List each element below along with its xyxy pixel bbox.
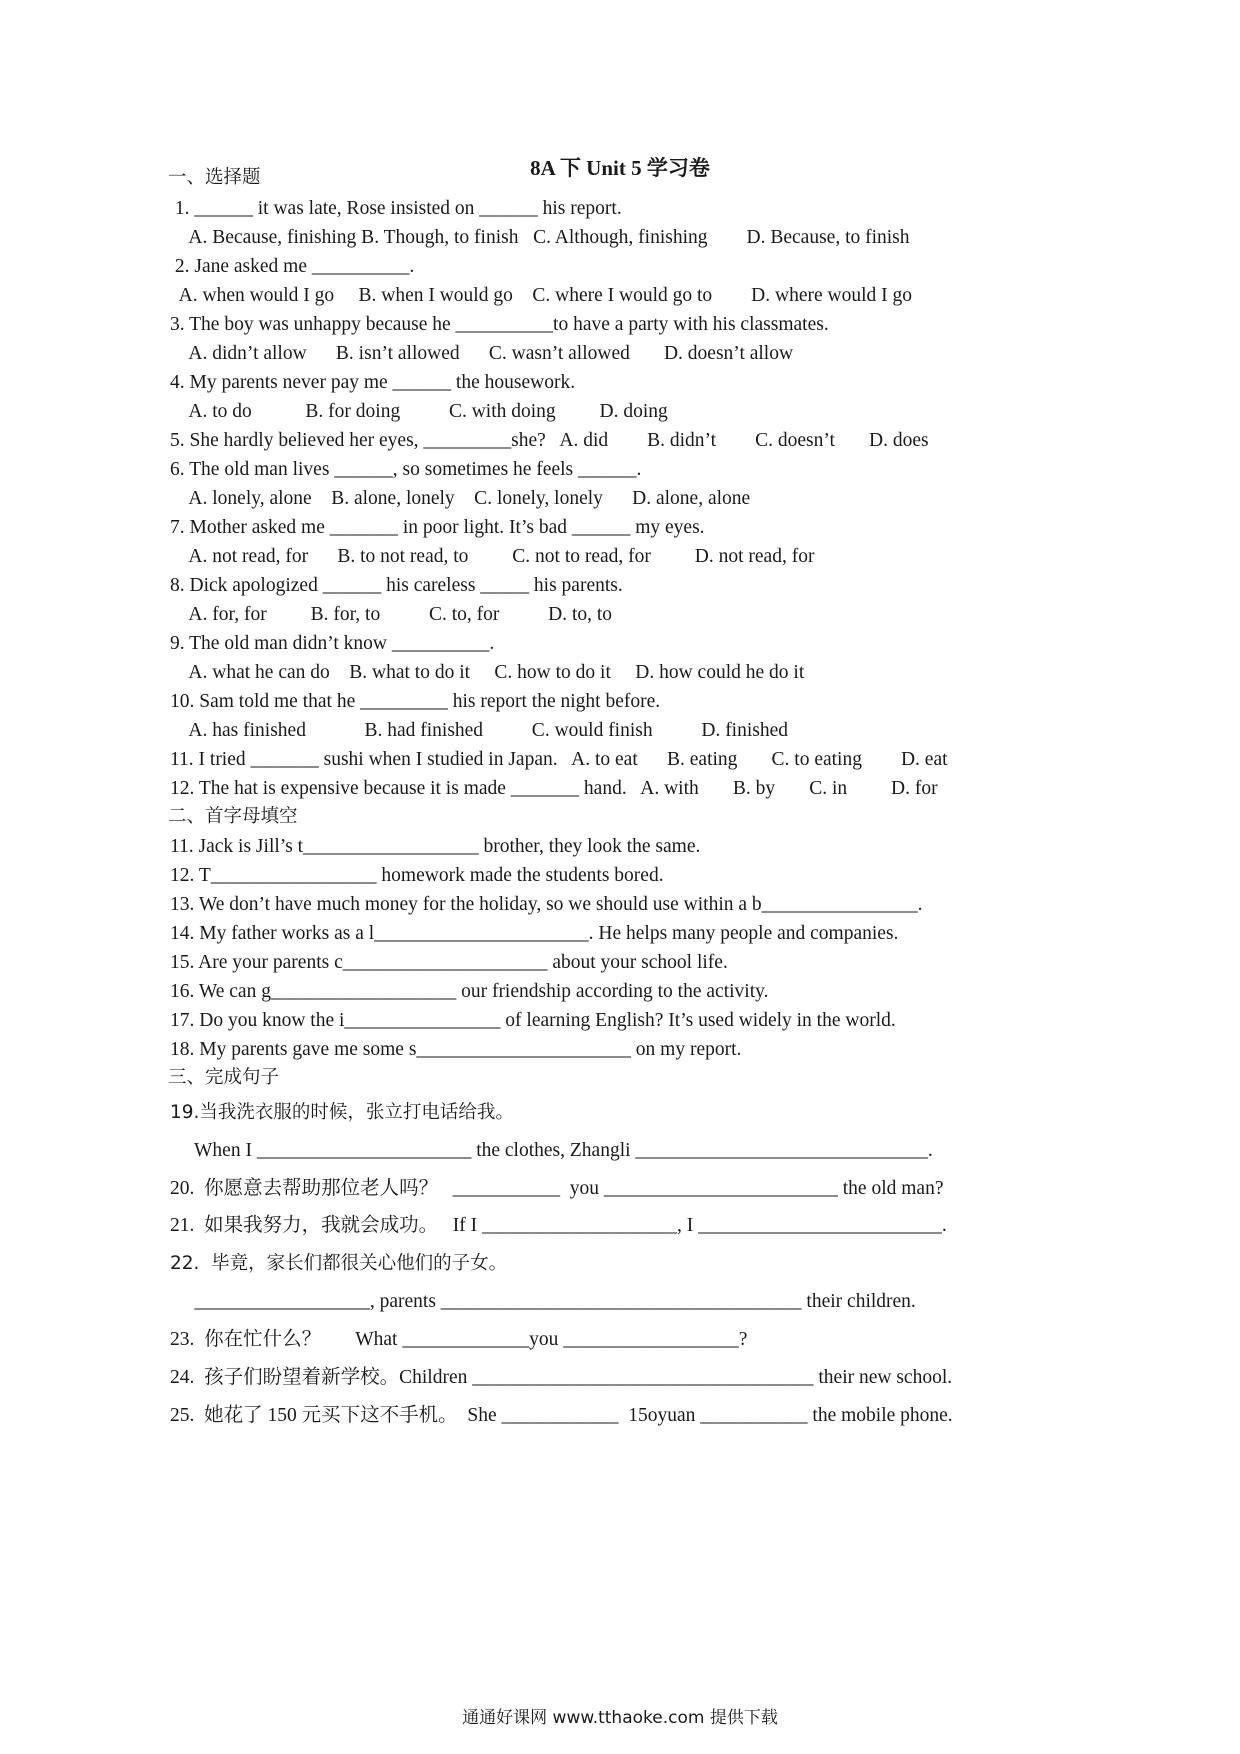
section-heading-multiple-choice: 一、选择题	[168, 167, 261, 188]
question-line: 3. The boy was unhappy because he __________to have a party with his classmates.	[170, 314, 829, 335]
translation-blank-line: 23. 你在忙什么？ What _____________you __________________?	[170, 1329, 748, 1350]
fill-blank-line: 13. We don’t have much money for the holiday, so we should use within a b________________.	[170, 894, 923, 915]
translation-blank-line: 24. 孩子们盼望着新学校。Children ___________________________________ their new school.	[170, 1367, 953, 1388]
question-line: 4. My parents never pay me ______ the housework.	[170, 372, 576, 393]
answer-options-line: A. didn’t allow B. isn’t allowed C. wasn’t allowed D. doesn’t allow	[170, 343, 794, 364]
section-heading-complete-sentences: 三、完成句子	[168, 1067, 280, 1088]
question-line: 8. Dick apologized ______ his careless _____ his parents.	[170, 575, 623, 596]
fill-blank-line: 11. Jack is Jill’s t__________________ brother, they look the same.	[170, 836, 701, 857]
answer-options-line: A. to do B. for doing C. with doing D. doing	[170, 401, 668, 422]
answer-options-line: A. has finished B. had finished C. would finish D. finished	[170, 720, 789, 741]
fill-blank-line: 18. My parents gave me some s______________________ on my report.	[170, 1039, 742, 1060]
translation-blank-line: 21. 如果我努力，我就会成功。 If I ____________________, I _________________________.	[170, 1215, 947, 1236]
fill-blank-line: 16. We can g___________________ our friendship according to the activity.	[170, 981, 769, 1002]
question-line: 2. Jane asked me __________.	[170, 256, 415, 277]
answer-options-line: A. when would I go B. when I would go C. where I would go to D. where would I go	[170, 285, 912, 306]
page-title: 8A 下 Unit 5 学习卷	[530, 156, 710, 180]
question-line: 10. Sam told me that he _________ his report the night before.	[170, 691, 661, 712]
answer-options-line: A. not read, for B. to not read, to C. not to read, for D. not read, for	[170, 546, 815, 567]
translation-blank-line: __________________, parents _____________________________________ their children.	[170, 1291, 916, 1312]
question-line: 11. I tried _______ sushi when I studied in Japan. A. to eat B. eating C. to eating D. eat	[170, 749, 948, 770]
question-line: 7. Mother asked me _______ in poor light. It’s bad ______ my eyes.	[170, 517, 705, 538]
footer-source: 通通好课网 www.tthaoke.com 提供下载	[462, 1708, 778, 1728]
section-heading-initial-letter-fill: 二、首字母填空	[168, 806, 298, 827]
translation-blank-line: When I ______________________ the clothes, Zhangli ______________________________.	[170, 1140, 933, 1161]
fill-blank-line: 12. T_________________ homework made the students bored.	[170, 865, 664, 886]
question-line: 9. The old man didn’t know __________.	[170, 633, 495, 654]
question-line: 12. The hat is expensive because it is made _______ hand. A. with B. by C. in D. for	[170, 778, 938, 799]
question-line: 5. She hardly believed her eyes, _________she? A. did B. didn’t C. doesn’t D. does	[170, 430, 929, 451]
translation-prompt: 22. 毕竟，家长们都很关心他们的子女。	[170, 1253, 508, 1274]
question-line: 1. ______ it was late, Rose insisted on ______ his report.	[170, 198, 622, 219]
answer-options-line: A. what he can do B. what to do it C. how to do it D. how could he do it	[170, 662, 805, 683]
fill-blank-line: 17. Do you know the i________________ of learning English? It’s used widely in the world.	[170, 1010, 896, 1031]
answer-options-line: A. lonely, alone B. alone, lonely C. lonely, lonely D. alone, alone	[170, 488, 751, 509]
translation-blank-line: 25. 她花了 150 元买下这不手机。 She ____________ 15oyuan ___________ the mobile phone.	[170, 1405, 953, 1426]
fill-blank-line: 14. My father works as a l______________________. He helps many people and companies.	[170, 923, 899, 944]
fill-blank-line: 15. Are your parents c_____________________ about your school life.	[170, 952, 728, 973]
translation-prompt: 19.当我洗衣服的时候，张立打电话给我。	[170, 1102, 514, 1123]
translation-blank-line: 20. 你愿意去帮助那位老人吗？ ___________ you ________________________ the old man?	[170, 1178, 944, 1199]
answer-options-line: A. for, for B. for, to C. to, for D. to, to	[170, 604, 613, 625]
question-line: 6. The old man lives ______, so sometimes he feels ______.	[170, 459, 642, 480]
answer-options-line: A. Because, finishing B. Though, to finish C. Although, finishing D. Because, to finish	[170, 227, 910, 248]
